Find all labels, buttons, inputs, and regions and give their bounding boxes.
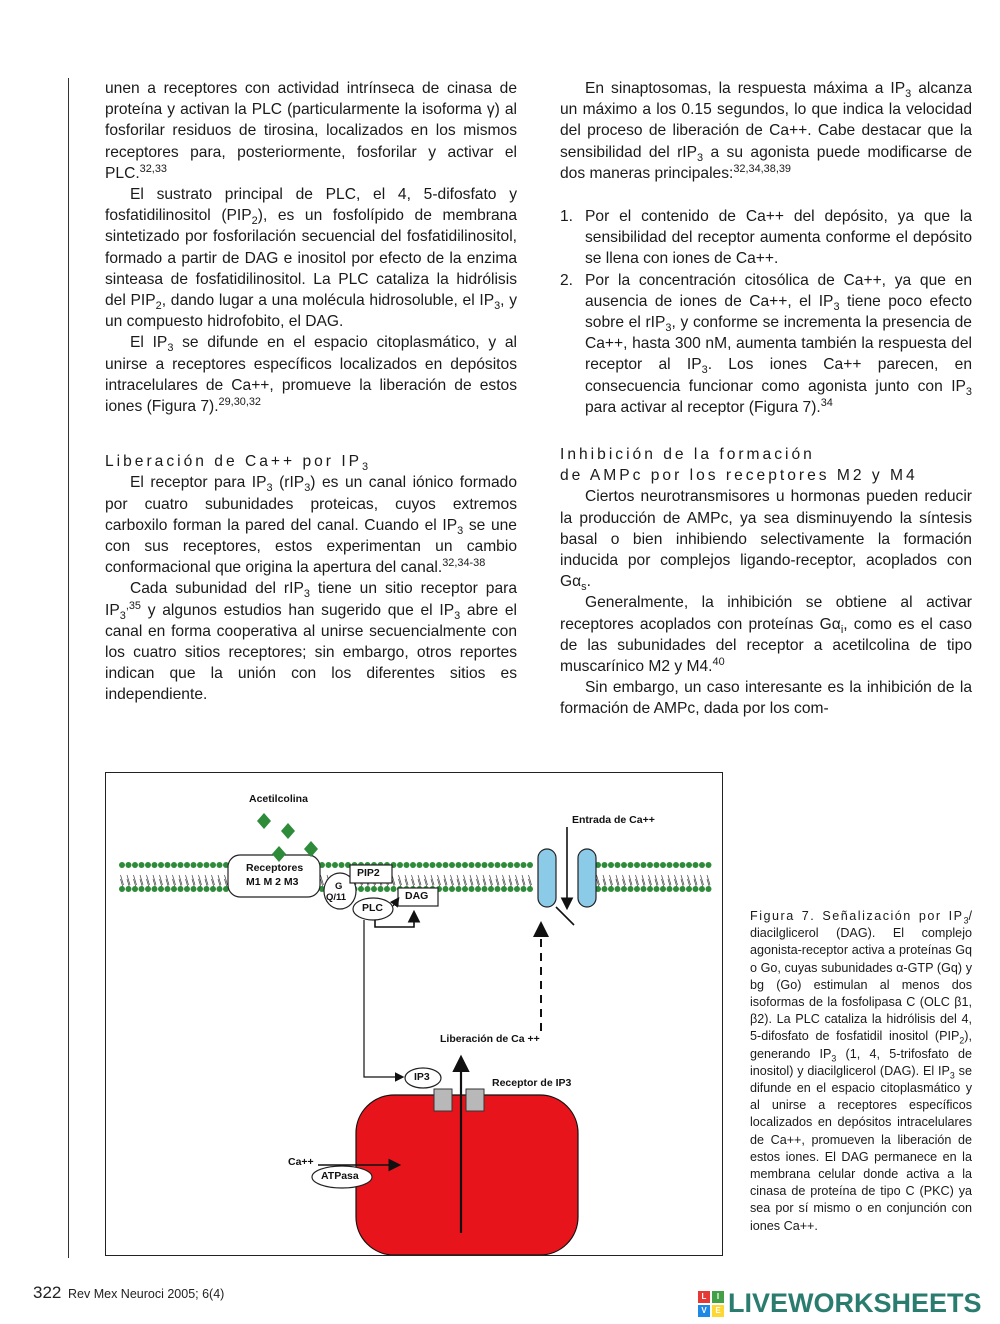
lipid-head: [602, 862, 608, 868]
lipid-head: [171, 886, 177, 892]
label-liberacion: Liberación de Ca ++: [440, 1033, 540, 1045]
section-heading: Liberación de Ca++ por $IP_3$: [105, 453, 372, 474]
lipid-head: [139, 886, 145, 892]
liveworksheets-logo: L I V E LIVEWORKSHEETS: [698, 1288, 982, 1319]
figure-caption: Figura 7. Señalización por $IP_3/$ diacilglicerol (DAG). El complejo agonista-receptor activa a proteínas Gq o Go, cuyas subunidades α-GTP (Gq) y bg (Go) estimulan al menos dos isoformas de la fosfolipasa C (OLC β1, β2). La PLC cataliza la hidrólisis del 4, 5-difosfato de fosfatidil inositol $(PIP_2)$, generando $IP_3$ (1, 4, 5-trifosfato de inositol) y diacilglicerol (DAG). El $IP_3$ se difunde en el espacio citoplasmático y al unirse a receptores específicos localizados en depósitos intracelulares de Ca++, promueven la liberación de estos iones. El DAG permanece en la membrana celular donde activa a la cinasa de proteína de tipo C (PKC) ya sea por sí mismo o en conjunción con iones Ca++.: [750, 909, 973, 1233]
logo-icon: L I V E: [698, 1291, 724, 1317]
lipid-head: [178, 862, 184, 868]
lipid-head: [165, 886, 171, 892]
lipid-head: [628, 886, 634, 892]
lipid-head: [699, 886, 705, 892]
lipid-head: [204, 886, 210, 892]
lipid-head: [462, 886, 468, 892]
lipid-head: [686, 862, 692, 868]
lipid-head: [673, 862, 679, 868]
lipid-head: [326, 862, 332, 868]
lipid-head: [514, 862, 520, 868]
lipid-head: [521, 886, 527, 892]
lipid-head: [391, 886, 397, 892]
lipid-head: [501, 886, 507, 892]
lipid-head: [615, 862, 621, 868]
lipid-head: [204, 862, 210, 868]
lipid-head: [152, 886, 158, 892]
lipid-head: [482, 862, 488, 868]
lipid-head: [673, 886, 679, 892]
lipid-head: [443, 886, 449, 892]
label-plc: PLC: [362, 902, 383, 914]
lipid-head: [184, 862, 190, 868]
lipid-head: [358, 886, 364, 892]
lipid-head: [165, 862, 171, 868]
lipid-head: [521, 862, 527, 868]
lipid-head: [621, 886, 627, 892]
lipid-head: [621, 862, 627, 868]
lipid-head: [417, 862, 423, 868]
lipid-head: [371, 886, 377, 892]
label-ca: Ca++: [288, 1156, 314, 1168]
lipid-head: [608, 862, 614, 868]
lipid-head: [184, 886, 190, 892]
list-item: 1. Por el contenido de Ca++ del depósito, ya que la sensibilidad del receptor aumenta conforme el depósito se llena con iones de Ca++.: [560, 208, 972, 268]
lipid-head: [158, 862, 164, 868]
lipid-head: [495, 886, 501, 892]
lipid-head: [488, 862, 494, 868]
lipid-head: [145, 862, 151, 868]
paragraph: Sin embargo, un caso interesante es la inhibición de la formación de AMPc, dada por los com-: [560, 679, 972, 718]
label-receptores: Receptores: [246, 862, 304, 874]
lipid-head: [217, 862, 223, 868]
label-g: G: [335, 881, 343, 892]
lipid-head: [615, 886, 621, 892]
lipid-head: [482, 886, 488, 892]
lipid-head: [641, 886, 647, 892]
lipid-head: [158, 886, 164, 892]
lipid-head: [456, 862, 462, 868]
lipid-head: [527, 862, 533, 868]
lipid-head: [449, 886, 455, 892]
lipid-head: [132, 886, 138, 892]
lipid-head: [217, 886, 223, 892]
lipid-head: [178, 886, 184, 892]
lipid-head: [132, 862, 138, 868]
lipid-head: [660, 862, 666, 868]
lipid-head: [508, 886, 514, 892]
paragraph: El $IP_3$ se difunde en el espacio citoplasmático, y al unirse a receptores específicos localizados en depósitos intracelulares de Ca++, promueve la liberación de estos iones (Figura 7).$^{29,30,32}$: [105, 334, 517, 416]
lipid-head: [145, 886, 151, 892]
lipid-head: [514, 886, 520, 892]
lipid-head: [443, 862, 449, 868]
lipid-head: [462, 862, 468, 868]
lipid-head: [197, 862, 203, 868]
lipid-head: [501, 862, 507, 868]
lipid-head: [119, 886, 125, 892]
lipid-head: [706, 886, 712, 892]
lipid-head: [404, 862, 410, 868]
margin-rule: [68, 78, 69, 1258]
paragraph: El sustrato principal de PLC, el 4, 5-difosfato y fosfatidilinositol $(PIP_2)$, es un fosfolípido de membrana sintetizado por fosforilación secuencial del fosfatidilinositol, formado a partir de DAG e inositol por efecto de la enzima sinteasa de fosfatidilinositol. La PLC cataliza la hidrólisis del $PIP_2$, dando lugar a una molécula hidrosoluble, el $IP_3$, y un compuesto hidrofobito, el DAG.: [105, 186, 518, 331]
section-heading: Inhibición de la formación de AMPc por los receptores M2 y M4: [560, 446, 918, 485]
label-dag: DAG: [405, 890, 429, 902]
right-column: [560, 78, 972, 720]
label-pip2: PIP2: [357, 867, 380, 879]
cell-membrane: [119, 861, 716, 892]
left-column: [105, 78, 517, 706]
lipid-head: [332, 862, 338, 868]
lipid-head: [654, 862, 660, 868]
lipid-head: [197, 886, 203, 892]
label-ip3: IP3: [414, 1071, 430, 1083]
lipid-head: [210, 862, 216, 868]
lipid-head: [191, 886, 197, 892]
lipid-head: [469, 862, 475, 868]
plc-dag-arrow: [393, 899, 398, 906]
lipid-head: [527, 886, 533, 892]
lipid-head: [475, 862, 481, 868]
paragraph: El receptor para $IP_3$ (rIP$_3$) es un canal iónico formado por cuatro subunidades proteicas, cuyos extremos carboxilo forman la pared del canal. Cuando el $IP_3$ se une con sus receptores, estos experimentan un cambio conformacional que origina la apertura del canal.$^{32,34-38}$: [105, 474, 518, 577]
label-atpasa: ATPasa: [321, 1170, 359, 1182]
lipid-head: [628, 862, 634, 868]
numbered-list: [560, 206, 972, 418]
lipid-head: [469, 886, 475, 892]
lipid-head: [634, 886, 640, 892]
lipid-head: [378, 886, 384, 892]
signaling-diagram: [106, 773, 722, 1255]
lipid-head: [608, 886, 614, 892]
paragraph: Generalmente, la inhibición se obtiene al activar receptores acoplados con proteínas $G\alpha_i$, como es el caso de las subunidades del receptor a acetilcolina de tipo muscarínico M2 y M4.40: [560, 594, 972, 676]
lipid-head: [191, 862, 197, 868]
calcium-store: [356, 1095, 578, 1255]
lipid-head: [436, 862, 442, 868]
lipid-head: [693, 862, 699, 868]
list-item: 2. Por la concentración citosólica de Ca++, ya que en ausencia de iones de Ca++, el $IP_3$ tiene poco efecto sobre el rIP$_3$, y conforme se incrementa la presencia de Ca++, hasta 300 nM, aumenta también la respuesta del receptor al $IP_3$. Los iones Ca++ parecen, en consecuencia funcionar como agonista junto con $IP_3$ para activar al receptor (Figura 7).$^{34}$: [560, 271, 972, 416]
lipid-head: [139, 862, 145, 868]
paragraph: Cada subunidad del rIP$_3$ tiene un sitio receptor para $IP_3^{,35}$ y algunos estudios han sugerido que el $IP_3$ abre el canal en forma cooperativa al unirse secuencialmente con los cuatro sitios receptores; sin embargo, otros reportes indican que la unión con los diferentes sitios es independiente.: [105, 580, 518, 704]
lipid-head: [119, 862, 125, 868]
lipid-head: [339, 862, 345, 868]
lipid-head: [488, 886, 494, 892]
paragraph: En sinaptosomas, la respuesta máxima a $IP_3$ alcanza un máximo a los 0.15 segundos, lo que indica la velocidad del proceso de liberación de Ca++. Cabe destacar que la sensibilidad del rIP$_3$ a su agonista puede modificarse de dos maneras principales:$^{32,34,38,39}$: [560, 80, 972, 182]
lipid-head: [693, 886, 699, 892]
label-q11: Q/11: [326, 892, 347, 903]
lipid-head: [126, 862, 132, 868]
paragraph: Ciertos neurotransmisores u hormonas pueden reducir la producción de AMPc, ya sea disminuyendo la síntesis basal o bien inhibiendo selectivamente la formación inducida por complejos ligando-receptor, acoplados con $G\alpha_s$.: [560, 488, 972, 594]
lipid-head: [654, 886, 660, 892]
label-m-types: M1 M 2 M3: [246, 876, 299, 888]
lipid-head: [210, 886, 216, 892]
lipid-head: [126, 886, 132, 892]
lipid-head: [660, 886, 666, 892]
lipid-head: [667, 862, 673, 868]
lipid-head: [365, 886, 371, 892]
page-number: 322: [33, 1283, 62, 1302]
lipid-head: [423, 862, 429, 868]
lipid-head: [495, 862, 501, 868]
label-acetilcolina: Acetilcolina: [249, 793, 308, 805]
lipid-head: [680, 886, 686, 892]
lipid-head: [641, 862, 647, 868]
lipid-head: [634, 862, 640, 868]
lipid-head: [410, 862, 416, 868]
lipid-head: [647, 886, 653, 892]
label-receptor-ip3: Receptor de IP3: [492, 1077, 572, 1089]
lipid-head: [508, 862, 514, 868]
lipid-head: [171, 862, 177, 868]
ip3-arrow: [364, 920, 402, 1077]
lipid-head: [699, 862, 705, 868]
lipid-head: [647, 862, 653, 868]
lipid-head: [384, 886, 390, 892]
lipid-head: [397, 862, 403, 868]
journal-citation: Rev Mex Neuroci 2005; 6(4): [68, 1287, 225, 1301]
lipid-head: [667, 886, 673, 892]
label-entrada: Entrada de Ca++: [572, 814, 655, 826]
channel-gate: [556, 907, 574, 925]
lipid-head: [152, 862, 158, 868]
lipid-head: [706, 862, 712, 868]
lipid-head: [449, 862, 455, 868]
paragraph: unen a receptores con actividad intrínseca de cinasa de proteína y activan la PLC (particularmente la isoforma γ) al fosforilar residuos de tirosina, localizados en los mismos receptores para, posteriormente, fosforilar y activar el PLC.$^{32,33}$: [105, 80, 517, 182]
lipid-head: [430, 862, 436, 868]
lipid-head: [686, 886, 692, 892]
lipid-head: [680, 862, 686, 868]
figure-7: [105, 772, 723, 1256]
lipid-head: [456, 886, 462, 892]
lipid-head: [475, 886, 481, 892]
lipid-head: [602, 886, 608, 892]
